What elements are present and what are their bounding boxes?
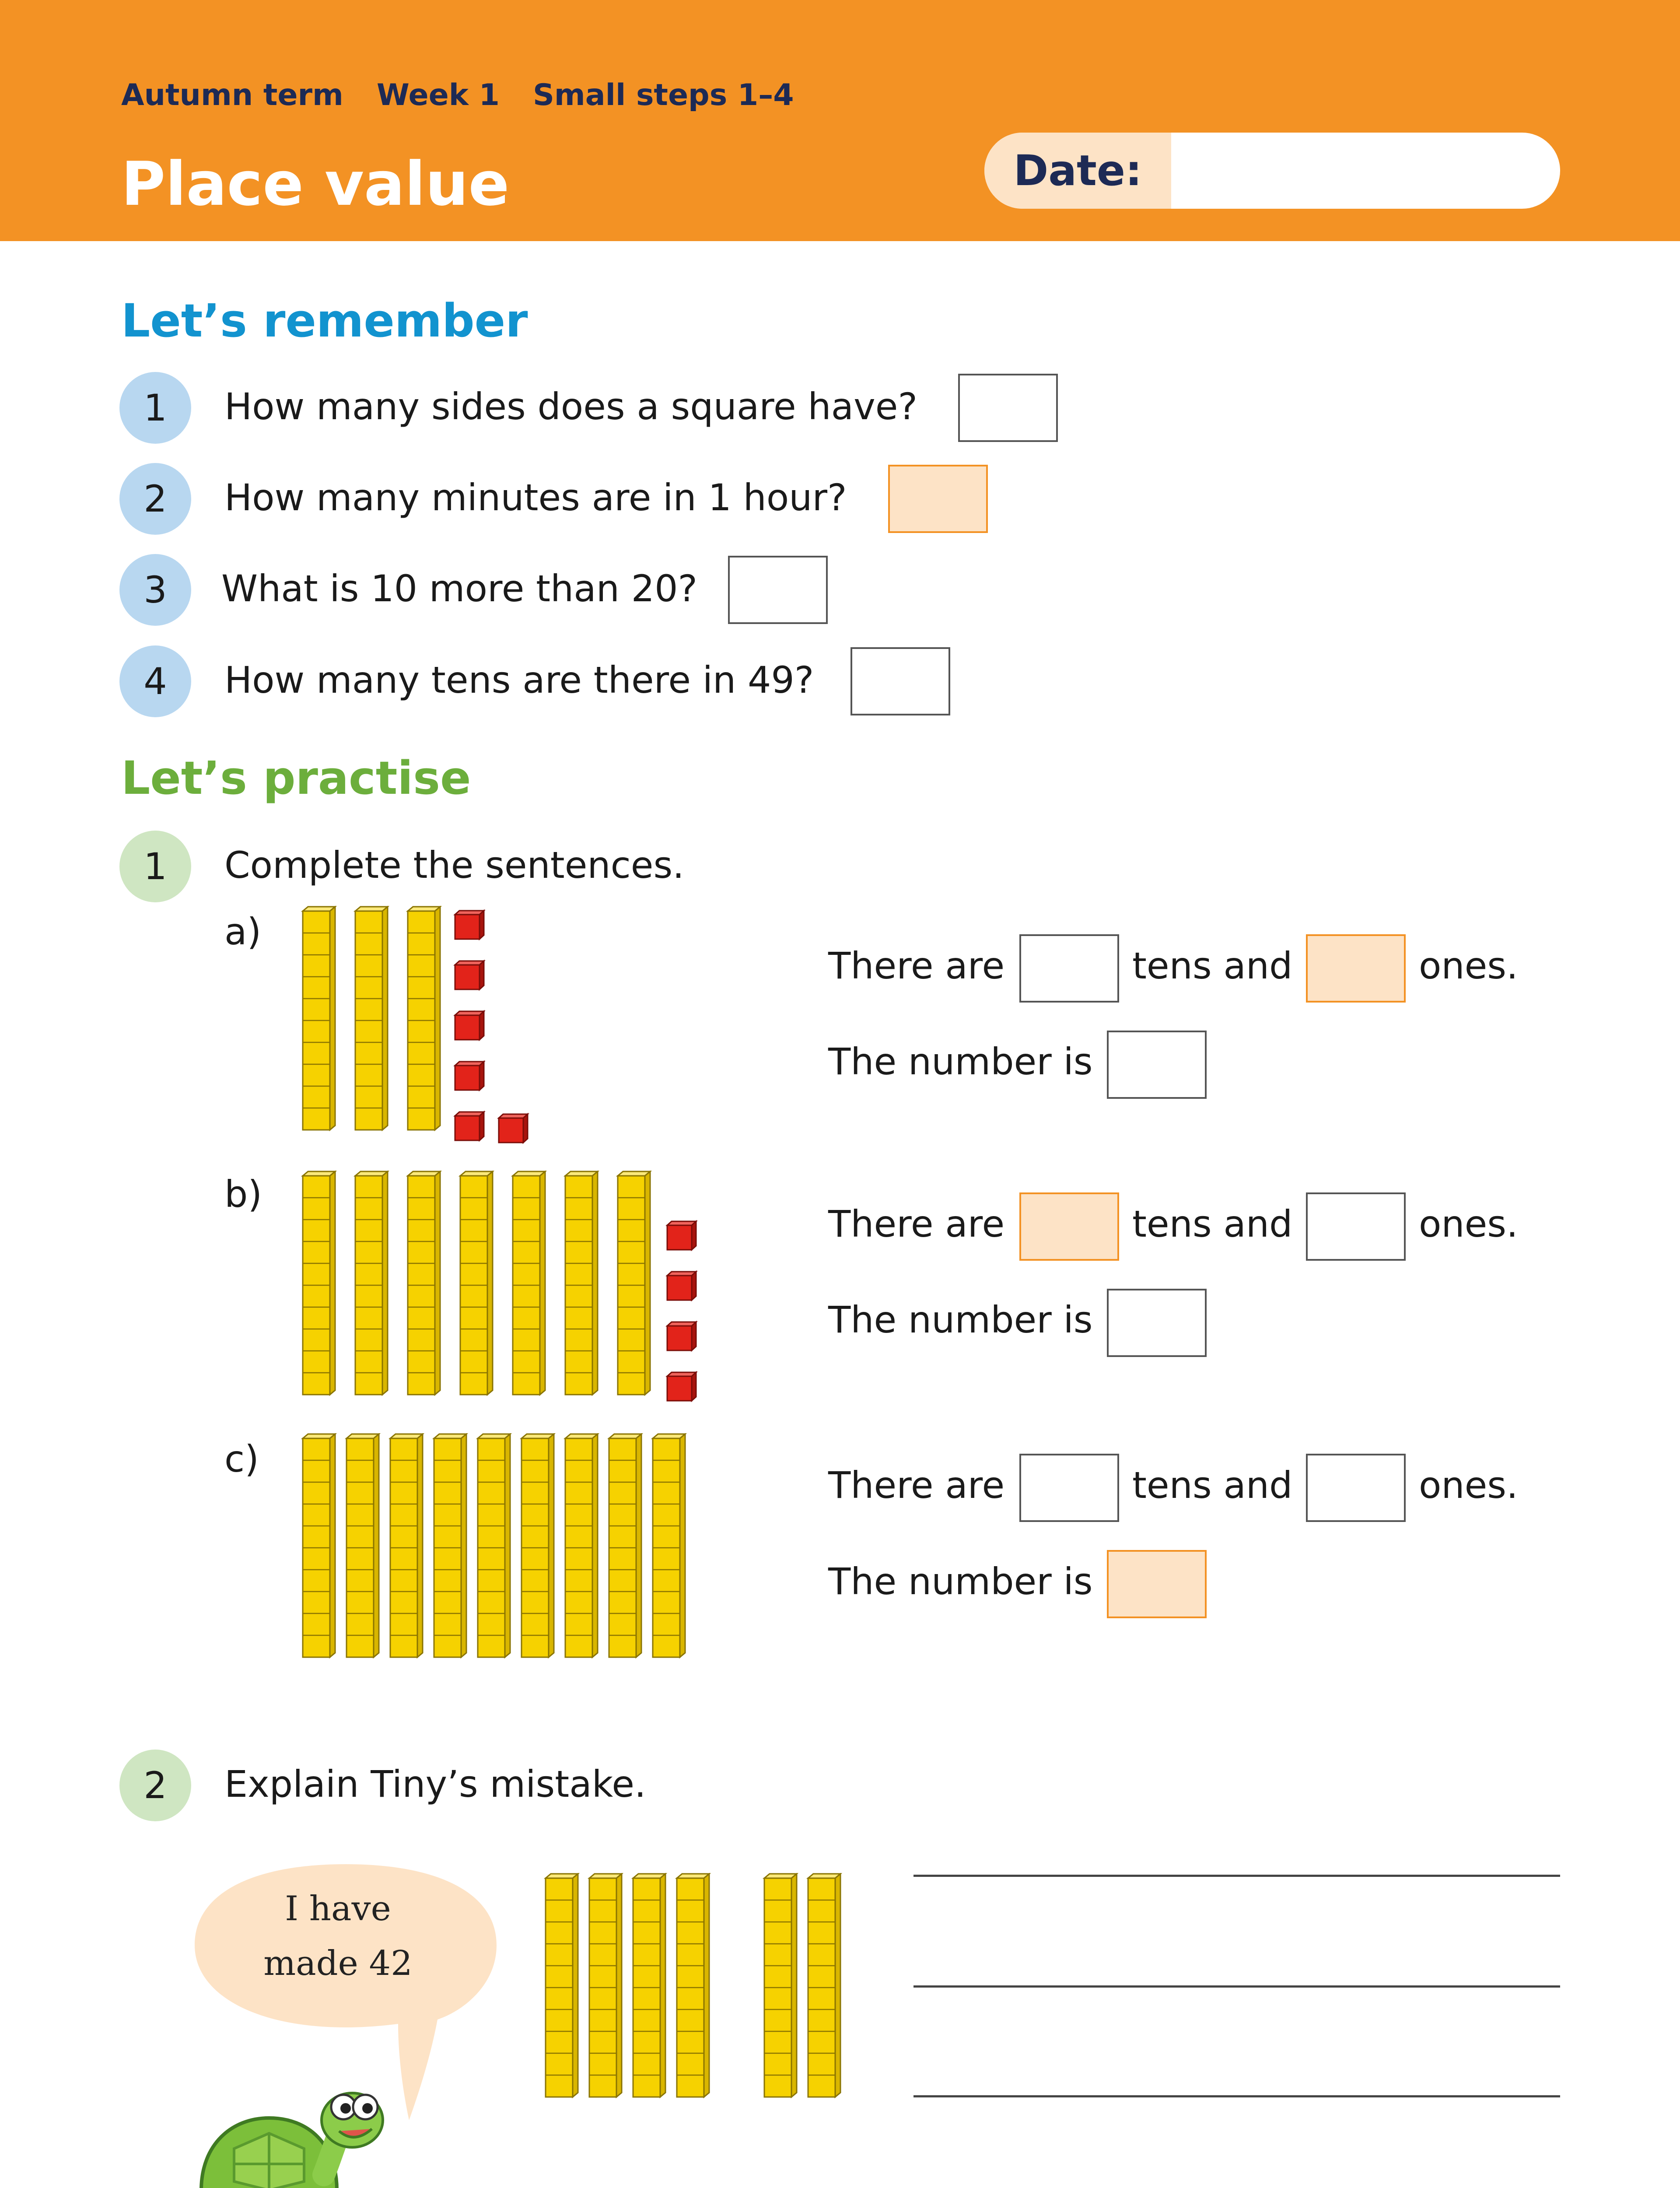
part-c-base-ten-blocks bbox=[298, 1433, 713, 1678]
one-cube bbox=[667, 1272, 696, 1300]
part-b-tens-box[interactable] bbox=[1019, 1192, 1119, 1261]
breadcrumb bbox=[121, 78, 794, 112]
ten-rod bbox=[808, 1874, 840, 2097]
part-a-there-are: There are bbox=[828, 944, 1005, 987]
remember-q1-answer-box[interactable] bbox=[958, 374, 1058, 442]
one-cube bbox=[455, 961, 484, 989]
ten-rod bbox=[460, 1171, 493, 1395]
ten-rod bbox=[513, 1171, 545, 1395]
part-b-number-is: The number is bbox=[828, 1298, 1093, 1341]
part-b-ones: ones. bbox=[1419, 1203, 1518, 1245]
date-input[interactable] bbox=[1171, 133, 1560, 209]
part-a-tens-and: tens and bbox=[1132, 944, 1293, 987]
remember-q2-answer-box[interactable] bbox=[888, 465, 988, 533]
ten-rod bbox=[408, 907, 440, 1130]
part-c-there-are: There are bbox=[828, 1464, 1005, 1507]
one-cube bbox=[667, 1322, 696, 1350]
ten-rod bbox=[303, 1434, 335, 1657]
part-b-label: b) bbox=[224, 1173, 262, 1216]
ten-rod bbox=[589, 1874, 622, 2097]
ten-rod bbox=[618, 1171, 650, 1395]
ten-rod bbox=[478, 1434, 510, 1657]
one-cube bbox=[455, 1062, 484, 1090]
remember-q1-number: 1 bbox=[119, 372, 191, 444]
ten-rod bbox=[303, 1171, 335, 1395]
one-cube bbox=[455, 1011, 484, 1040]
remember-q4-answer-box[interactable] bbox=[850, 647, 950, 715]
practise-q2-instruction: Explain Tiny’s mistake. bbox=[224, 1763, 646, 1806]
answer-line-1[interactable] bbox=[914, 1875, 1560, 1877]
speech-bubble-text bbox=[192, 1882, 483, 1991]
part-c-tens-and: tens and bbox=[1132, 1464, 1293, 1507]
part-b-there-are: There are bbox=[828, 1203, 1005, 1245]
part-c-number-is: The number is bbox=[828, 1560, 1093, 1603]
part-a-number-box[interactable] bbox=[1107, 1031, 1207, 1099]
date-label: Date: bbox=[1013, 146, 1142, 195]
lets-remember-heading: Let’s remember bbox=[121, 294, 528, 347]
part-c-number-box[interactable] bbox=[1107, 1550, 1207, 1618]
lets-practise-heading: Let’s practise bbox=[121, 751, 471, 805]
remember-q4-number: 4 bbox=[119, 645, 191, 717]
part-a-tens-box[interactable] bbox=[1019, 934, 1119, 1003]
breadcrumb-week: Week 1 bbox=[376, 78, 500, 112]
date-field-container bbox=[984, 133, 1560, 209]
ten-rod bbox=[565, 1434, 598, 1657]
ten-rod bbox=[546, 1874, 578, 2097]
page-title: Place value bbox=[121, 149, 510, 219]
ten-rod bbox=[390, 1434, 423, 1657]
ten-rod bbox=[522, 1434, 554, 1657]
ten-rod bbox=[355, 907, 388, 1130]
practise-q1-number: 1 bbox=[119, 831, 191, 902]
part-c-label: c) bbox=[224, 1438, 259, 1480]
remember-q3-answer-box[interactable] bbox=[728, 556, 828, 624]
practise-q1-instruction: Complete the sentences. bbox=[224, 844, 684, 887]
tiny-tortoise-illustration bbox=[192, 2083, 385, 2188]
remember-q4-text: How many tens are there in 49? bbox=[224, 659, 814, 701]
answer-line-3[interactable] bbox=[914, 2095, 1560, 2097]
part-c-ones: ones. bbox=[1419, 1464, 1518, 1507]
part-a-number-is: The number is bbox=[828, 1040, 1093, 1083]
remember-q3-text: What is 10 more than 20? bbox=[221, 567, 698, 610]
ten-rod bbox=[633, 1874, 665, 2097]
one-cube bbox=[455, 911, 484, 939]
remember-q1-text: How many sides does a square have? bbox=[224, 385, 918, 428]
tiny-base-ten-rods bbox=[540, 1873, 847, 2109]
ten-rod bbox=[408, 1171, 440, 1395]
ten-rod bbox=[303, 907, 335, 1130]
speech-line-2: made 42 bbox=[263, 1943, 413, 1983]
part-b-base-ten-blocks bbox=[298, 1171, 713, 1416]
one-cube bbox=[499, 1114, 528, 1143]
part-b-tens-and: tens and bbox=[1132, 1203, 1293, 1245]
part-a-label: a) bbox=[224, 910, 262, 953]
remember-q2-text: How many minutes are in 1 hour? bbox=[224, 476, 847, 519]
breadcrumb-steps: Small steps 1–4 bbox=[532, 78, 794, 112]
page-header bbox=[0, 0, 1680, 241]
part-a-base-ten-blocks bbox=[298, 906, 542, 1151]
practise-q2-number: 2 bbox=[119, 1750, 191, 1821]
ten-rod bbox=[355, 1171, 388, 1395]
remember-q2-number: 2 bbox=[119, 463, 191, 535]
breadcrumb-term: Autumn term bbox=[121, 78, 343, 112]
date-label-box bbox=[984, 133, 1171, 209]
ten-rod bbox=[434, 1434, 466, 1657]
speech-line-1: I have bbox=[285, 1889, 391, 1929]
remember-q3-number: 3 bbox=[119, 554, 191, 626]
one-cube bbox=[667, 1372, 696, 1401]
ten-rod bbox=[764, 1874, 797, 2097]
ten-rod bbox=[653, 1434, 685, 1657]
ten-rod bbox=[677, 1874, 709, 2097]
answer-line-2[interactable] bbox=[914, 1985, 1560, 1988]
one-cube bbox=[455, 1112, 484, 1140]
part-c-tens-box[interactable] bbox=[1019, 1454, 1119, 1522]
part-a-ones-box[interactable] bbox=[1306, 934, 1406, 1003]
ten-rod bbox=[346, 1434, 379, 1657]
part-c-ones-box[interactable] bbox=[1306, 1454, 1406, 1522]
one-cube bbox=[667, 1221, 696, 1250]
part-b-number-box[interactable] bbox=[1107, 1289, 1207, 1357]
ten-rod bbox=[609, 1434, 641, 1657]
part-a-ones: ones. bbox=[1419, 944, 1518, 987]
ten-rod bbox=[565, 1171, 598, 1395]
part-b-ones-box[interactable] bbox=[1306, 1192, 1406, 1261]
